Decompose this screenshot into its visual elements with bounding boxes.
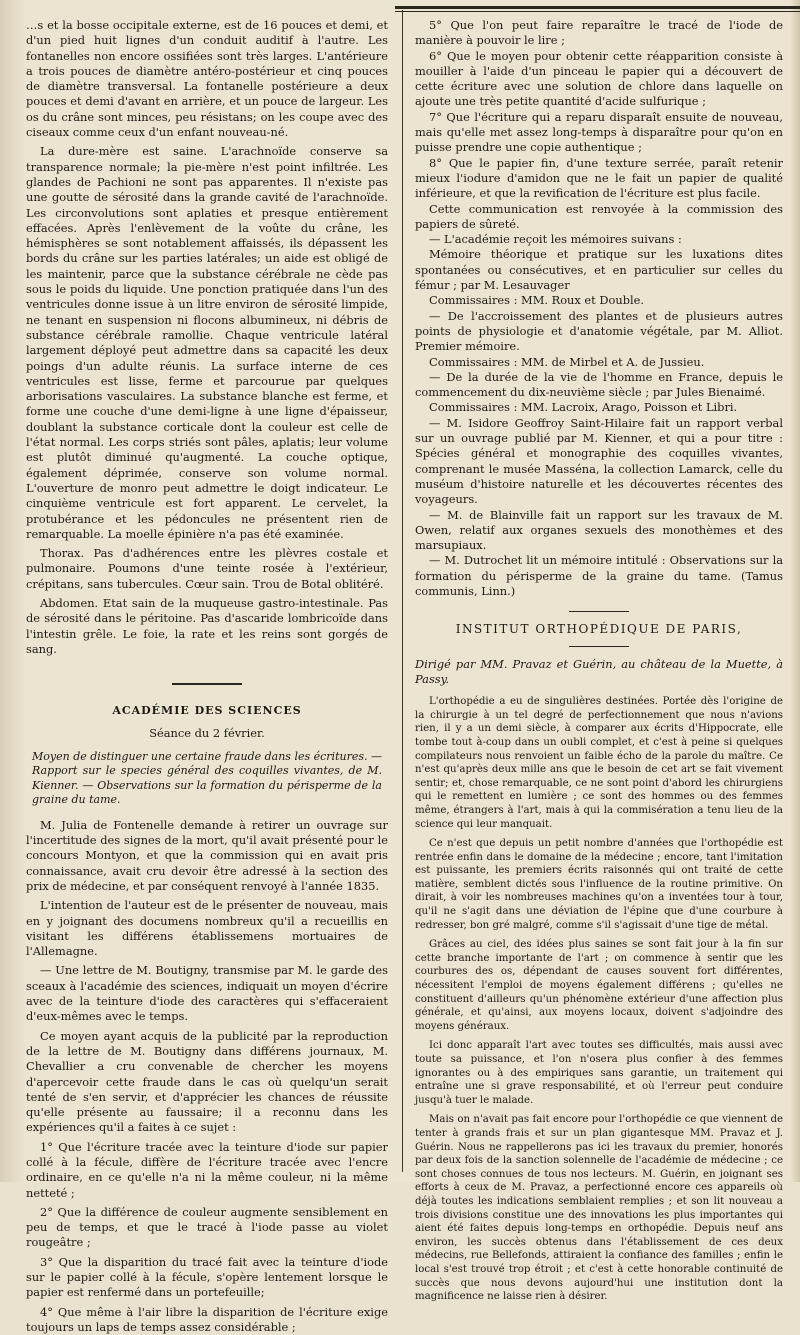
academy-paragraph: M. Julia de Fontenelle demande à retirer un ouvrage sur l'incertitude des signes de la mort, qu'il avait présenté pour le concours Montyon, et que la commission qui en avait pris connaissance, avait cru devoir être adressé à la section des prix de médecine, et par conséquent renvoyé à l'année 1835.	[26, 817, 388, 893]
right-column	[415, 18, 783, 1303]
academy-paragraph: Ce moyen ayant acquis de la publicité par la reproduction de la lettre de M. Boutigny dans différens journaux, M. Chevallier a cru convenable de chercher les moyens d'apercevoir cette fraude dans le cas où quelqu'un serait tenté de s'en servir, et d'apprécier les chances de réussite qu'elle présente au faussaire; il a reconnu dans les expériences qu'il a faites à ce sujet :	[26, 1028, 388, 1135]
autopsy-brain-paragraph: La dure-mère est saine. L'arachnoïde conserve sa transparence normale; la pie-mère n'est point infiltrée. Les glandes de Pachioni ne sont pas apparentes. Il n'existe pas une goutte de sérosité dans la grande cavité de l'arachnoïde. Les circonvolutions sont aplaties et presque entièrement effacées. Après l'enlèvement de la voûte du crâne, les hémisphères se sont notablement affaissés, ils dépassent les bords du crâne sur les parties latérales; un aide est obligé de les maintenir, parce que la substance cérébrale ne cède pas sous le poids du liquide. Une ponction pratiquée dans l'un des ventricules donne issue à un litre environ de sérosité limpide, ne tenant en suspension ni flocons albumineux, ni débris de substance cérébrale ramollie. Chaque ventricule latéral largement déployé peut admettre dans sa capacité les deux poings d'un adulte réunis. La surface interne de ces ventricules est lisse, ferme et parcourue par quelques arborisations vasculaires. La substance blanche est ferme, et forme une couche d'une demi-ligne à une ligne d'épaisseur, doublant la substance corticale dont la couleur est celle de l'état normal. Les corps striés sont pâles, aplatis; leur volume est plutôt diminué qu'augmenté. La couche optique, également déprimée, conserve son volume normal. L'ouverture de monro peut admettre le doigt indicateur. Le cinquième ventricule est fort apparent. Le cervelet, la protubérance et les pédoncules ne présentent rien de remarquable. La moelle épinière n'a pas été examinée.	[26, 144, 388, 541]
memoir-entry: Mémoire théorique et pratique sur les luxations dites spontanées ou consécutives, et en particulier sur celles du fémur ; par M. Lesauvager	[415, 247, 783, 293]
article-paragraph: Ce n'est que depuis un petit nombre d'années que l'orthopédie est rentrée enfin dans le domaine de la médecine ; encore, tant l'imitation est puissante, les premiers écrits raisonnés qui ont traité de cette matière, semblent dictés sous l'influence de la routine primitive. On dirait, à voir les nombreuses machines qu'on a inventées tour à tour, qu'il ne s'agit dans une déviation de l'épine que d'une courbure à redresser, bon gré malgré, comme s'il s'agissait d'une tige de métal.	[415, 838, 783, 931]
page-right-edge	[790, 0, 800, 1182]
article-paragraph: L'orthopédie a eu de singulières destinées. Portée dès l'origine de la chirurgie à un tel degré de perfectionnement que nous n'avions rien, il y a un demi siècle, à comparer aux écrits d'Hippocrate, elle tombe tout à-coup dans un oubli complet, et c'est à peine si quelques compilateurs nous renvoient un faible écho de la parole du maître. Ce n'est qu'après deux mille ans que le besoin de cet art se fait vivement sentir; et, chose remarquable, ce ne sont point d'abord les chirurgiens qui le remettent en lumière ; ce sont des hommes ou des femmes même, étrangers à l'art, mais à qui la commisération a tenu lieu de la science qui leur manquait.	[415, 696, 783, 830]
list-item: 8° Que le papier fin, d'une texture serrée, paraît retenir mieux l'iodure d'amidon que ne le fait un papier de qualité inférieure, et que la revification de l'écriture est plus facile.	[415, 155, 783, 201]
academy-paragraph: L'intention de l'auteur est de le présenter de nouveau, mais en y joignant des documens nombreux qu'il a recueillis en visitant les différens établissemens mortuaires de l'Allemagne.	[26, 898, 388, 959]
top-rule-thin	[395, 11, 800, 12]
title-underline	[569, 646, 629, 647]
institute-article	[415, 695, 783, 1304]
article-paragraph: Mais on n'avait pas fait encore pour l'orthopédie ce que viennent de tenter à grands frais et sur un plan gigantesque MM. Pravaz et J. Guérin. Nous ne rappellerons pas ici les travaux du premier, honorés par deux fois de la sanction solennelle de l'académie de médecine ; ce sont choses connues de tous nos lecteurs. M. Guérin, en joignant ses efforts à ceux de M. Pravaz, a perfectionné encore ces appareils où déjà toutes les indications semblaient remplies ; et son lit nouveau a trois divisions constitue une des innovations les plus importantes qui aient été faites depuis long-temps en orthopédie. Depuis neuf ans environ, les succès obtenus dans l'établissement de ces deux médecins, rue Bellefonds, attiraient la confiance des familles ; enfin le local s'est trouvé trop étroit ; et c'est à cette honorable continuité de succès que nous devons aujourd'hui une institution dont la magnificence ne laisse rien à désirer.	[415, 1114, 783, 1303]
institute-subtitle: Dirigé par MM. Pravaz et Guérin, au château de la Muette, à Passy.	[415, 656, 783, 686]
commissaires-line: Commissaires : MM. de Mirbel et A. de Jussieu.	[429, 354, 705, 369]
report-entry: — M. de Blainville fait un rapport sur les travaux de M. Owen, relatif aux organes sexuels des monothèmes et des marsupiaux.	[415, 507, 783, 553]
page-left-edge	[0, 0, 26, 1182]
report-entry: — M. Dutrochet lit un mémoire intitulé : Observations sur la formation du périsperme de la graine du tame. (Tamus communis, Linn.)	[415, 553, 783, 598]
academy-paragraph: — L'académie reçoit les mémoires suivans :	[429, 232, 682, 247]
section-separator	[569, 611, 629, 612]
article-paragraph: Ici donc apparaît l'art avec toutes ses difficultés, mais aussi avec toute sa puissance, et l'on n'osera plus confier à des femmes ignorantes ou à des empiriques sans garantie, un traitement qui entraîne une si grave responsabilité, et où l'erreur peut conduire jusqu'à tuer le malade.	[415, 1040, 783, 1106]
seance-summary: Moyen de distinguer une certaine fraude dans les écritures. — Rapport sur le species général des coquilles vivantes, de M. Kienner. — Observations sur la formation du périsperme de la graine du tame.	[32, 749, 382, 807]
top-rule	[395, 6, 800, 9]
autopsy-head-paragraph: …s et la bosse occipitale externe, est de 16 pouces et demi, et d'un pied huit lignes d'un conduit auditif à l'autre. Les fontanelles non encore ossifiées sont très larges. L'antérieure a trois pouces de diamètre antéro-postérieur et cinq pouces de diamètre transversal. La fontanelle postérieure a deux pouces et demi d'avant en arrière, et un pouce de largeur. Les os du crâne sont minces, peu résistans; on les coupe avec des ciseaux comme ceux d'un enfant nouveau-né.	[26, 18, 388, 140]
column-divider	[402, 10, 403, 1172]
institute-title: INSTITUT ORTHOPÉDIQUE DE PARIS,	[455, 622, 743, 637]
autopsy-thorax-paragraph: Thorax. Pas d'adhérences entre les plèvres costale et pulmonaire. Poumons d'une teinte rosée à l'extérieur, crépitans, sans tubercules. Cœur sain. Trou de Botal oblitéré.	[26, 546, 388, 591]
left-column	[26, 18, 388, 1334]
memoir-entry: — De la durée de la vie de l'homme en France, depuis le commencement du dix-neuvième siècle ; par Jules Bienaimé.	[415, 369, 783, 400]
commissaires-line: Commissaires : MM. Lacroix, Arago, Poisson et Libri.	[429, 400, 738, 415]
list-item: 4° Que même à l'air libre la disparition de l'écriture exige toujours un laps de temps assez considérable ;	[26, 1304, 388, 1334]
academy-paragraph: — Une lettre de M. Boutigny, transmise par M. le garde des sceaux à l'académie des sciences, indiquait un moyen d'écrire avec de la teinture d'iode des caractères qui s'effaceraient d'eux-mêmes avec le temps.	[26, 963, 388, 1024]
list-item: 5° Que l'on peut faire reparaître le tracé de l'iode de manière à pouvoir le lire ;	[415, 18, 783, 48]
seance-date: Séance du 2 février.	[149, 726, 265, 741]
report-entry: — M. Isidore Geoffroy Saint-Hilaire fait un rapport verbal sur un ouvrage publié par M. Kienner, et qui a pour titre : Spécies général et monographie des coquilles vivantes, comprenant le musée Masséna, la collection Lamarck, celle du muséum d'histoire naturelle et les découvertes récentes des voyageurs.	[415, 415, 783, 507]
section-separator	[172, 683, 242, 685]
list-item: 6° Que le moyen pour obtenir cette réapparition consiste à mouiller à l'aide d'un pinceau le papier qui a découvert de cette écriture avec une solution de chlore dans laquelle on ajoute une très petite quantité d'acide sulfurique ;	[415, 48, 783, 109]
commissaires-line: Commissaires : MM. Roux et Double.	[429, 293, 644, 308]
academy-paragraph: Cette communication est renvoyée à la commission des papiers de sûreté.	[415, 201, 783, 231]
list-item: 7° Que l'écriture qui a reparu disparaît ensuite de nouveau, mais qu'elle met assez long-temps à disparaître pour qu'on en puisse prendre une copie authentique ;	[415, 109, 783, 155]
article-paragraph: Grâces au ciel, des idées plus saines se sont fait jour à la fin sur cette branche importante de l'art ; on commence à sentir que les courbures des os, dépendant de causes souvent fort différentes, nécessitent l'emploi de moyens également différens ; qu'elles ne constituent d'ailleurs qu'un phénomène extérieur d'une affection plus générale, et qu'ainsi, aux moyens locaux, doivent s'adjoindre des moyens généraux.	[415, 939, 783, 1032]
academy-title: ACADÉMIE DES SCIENCES	[112, 704, 302, 718]
memoir-entry: — De l'accroissement des plantes et de plusieurs autres points de physiologie et d'anatomie végétale, par M. Alliot. Premier mémoire.	[415, 308, 783, 354]
autopsy-abdomen-paragraph: Abdomen. Etat sain de la muqueuse gastro-intestinale. Pas de sérosité dans le péritoine. Pas d'ascaride lombricoïde dans l'intestin grêle. Le foie, la rate et les reins sont gorgés de sang.	[26, 595, 388, 656]
list-item: 1° Que l'écriture tracée avec la teinture d'iode sur papier collé à la fécule, diffère de l'écriture tracée avec l'encre ordinaire, en ce qu'elle n'a ni la même couleur, ni la même netteté ;	[26, 1139, 388, 1200]
list-item: 3° Que la disparition du tracé fait avec la teinture d'iode sur le papier collé à la fécule, s'opère lentement lorsque le papier est renfermé dans un portefeuille;	[26, 1254, 388, 1300]
list-item: 2° Que la différence de couleur augmente sensiblement en peu de temps, et que le tracé à l'iode passe au violet rougeâtre ;	[26, 1204, 388, 1250]
